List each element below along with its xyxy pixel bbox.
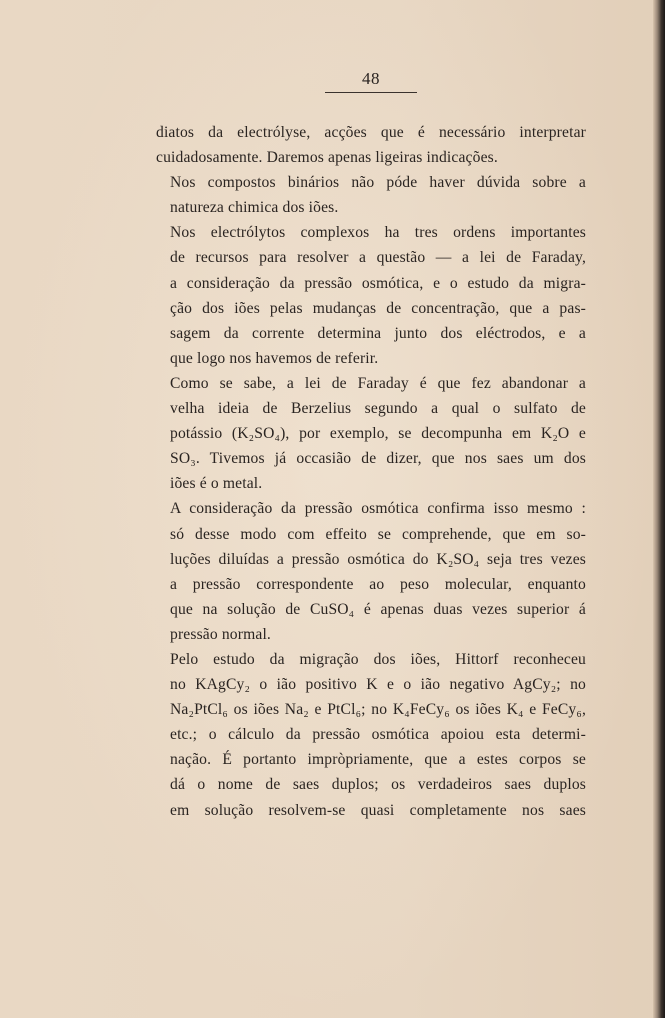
text-line: iões é o metal. [170, 475, 263, 493]
text-line: a consideração da pressão osmótica, e o estudo da migra- [170, 274, 586, 292]
text-line: Nos electrólytos complexos ha tres ordens importantes [170, 224, 586, 242]
paragraph [146, 170, 586, 220]
text-line: Na₂PtCl₆ os iões Na₂ e PtCl₆; no K₄FeCy₆ os iões K₄ e FeCy₆, [170, 701, 586, 719]
paragraph [146, 220, 586, 371]
text-line: em solução resolvem-se quasi completamente nos saes [170, 801, 586, 819]
text-line: pressão normal. [170, 625, 271, 643]
page-edge-shadow [653, 0, 665, 1018]
page-header [325, 68, 417, 93]
text-line: Pelo estudo da migração dos iões, Hittorf reconheceu [170, 650, 586, 668]
text-line: ção dos iões pelas mudanças de concentração, que a pas- [170, 299, 586, 317]
text-line: Nos compostos binários não póde haver dúvida sobre a [170, 174, 586, 192]
text-line: que na solução de CuSO₄ é apenas duas vezes superior á [170, 600, 586, 618]
text-line: diatos da electrólyse, acções que é necessário interpretar [156, 124, 586, 141]
text-line: nação. É portanto impròpriamente, que a estes corpos se [170, 751, 586, 769]
text-line: etc.; o cálculo da pressão osmótica apoiou esta determi- [170, 726, 586, 744]
header-rule [325, 92, 417, 93]
text-line: luções diluídas a pressão osmótica do K₂SO₄ seja tres vezes [170, 550, 586, 568]
text-line: dá o nome de saes duplos; os verdadeiros saes duplos [170, 776, 586, 794]
text-line: que logo nos havemos de referir. [170, 349, 379, 367]
paragraph [146, 120, 586, 170]
body-text [146, 120, 586, 823]
text-line: só desse modo com effeito se comprehende, que em so- [170, 525, 586, 543]
paragraph [146, 496, 586, 647]
text-line: SO₃. Tivemos já occasião de dizer, que nos saes um dos [170, 450, 586, 468]
text-line: natureza chimica dos iões. [170, 199, 339, 217]
text-line: cuidadosamente. Daremos apenas ligeiras indicações. [156, 149, 498, 167]
text-line: no KAgCy₂ o ião positivo K e o ião negativo AgCy₂; no [170, 676, 586, 694]
text-line: de recursos para resolver a questão — a lei de Faraday, [170, 249, 586, 267]
paragraph [146, 647, 586, 823]
text-line: A consideração da pressão osmótica confirma isso mesmo : [170, 500, 586, 518]
text-line: a pressão correspondente ao peso molecular, enquanto [170, 575, 586, 593]
page-number: 48 [362, 69, 380, 88]
text-line: potássio (K₂SO₄), por exemplo, se decompunha em K₂O e [170, 425, 586, 443]
text-line: velha ideia de Berzelius segundo a qual o sulfato de [170, 400, 586, 418]
paragraph [146, 371, 586, 496]
text-line: sagem da corrente determina junto dos eléctrodos, e a [170, 324, 586, 342]
text-line: Como se sabe, a lei de Faraday é que fez abandonar a [170, 374, 586, 392]
